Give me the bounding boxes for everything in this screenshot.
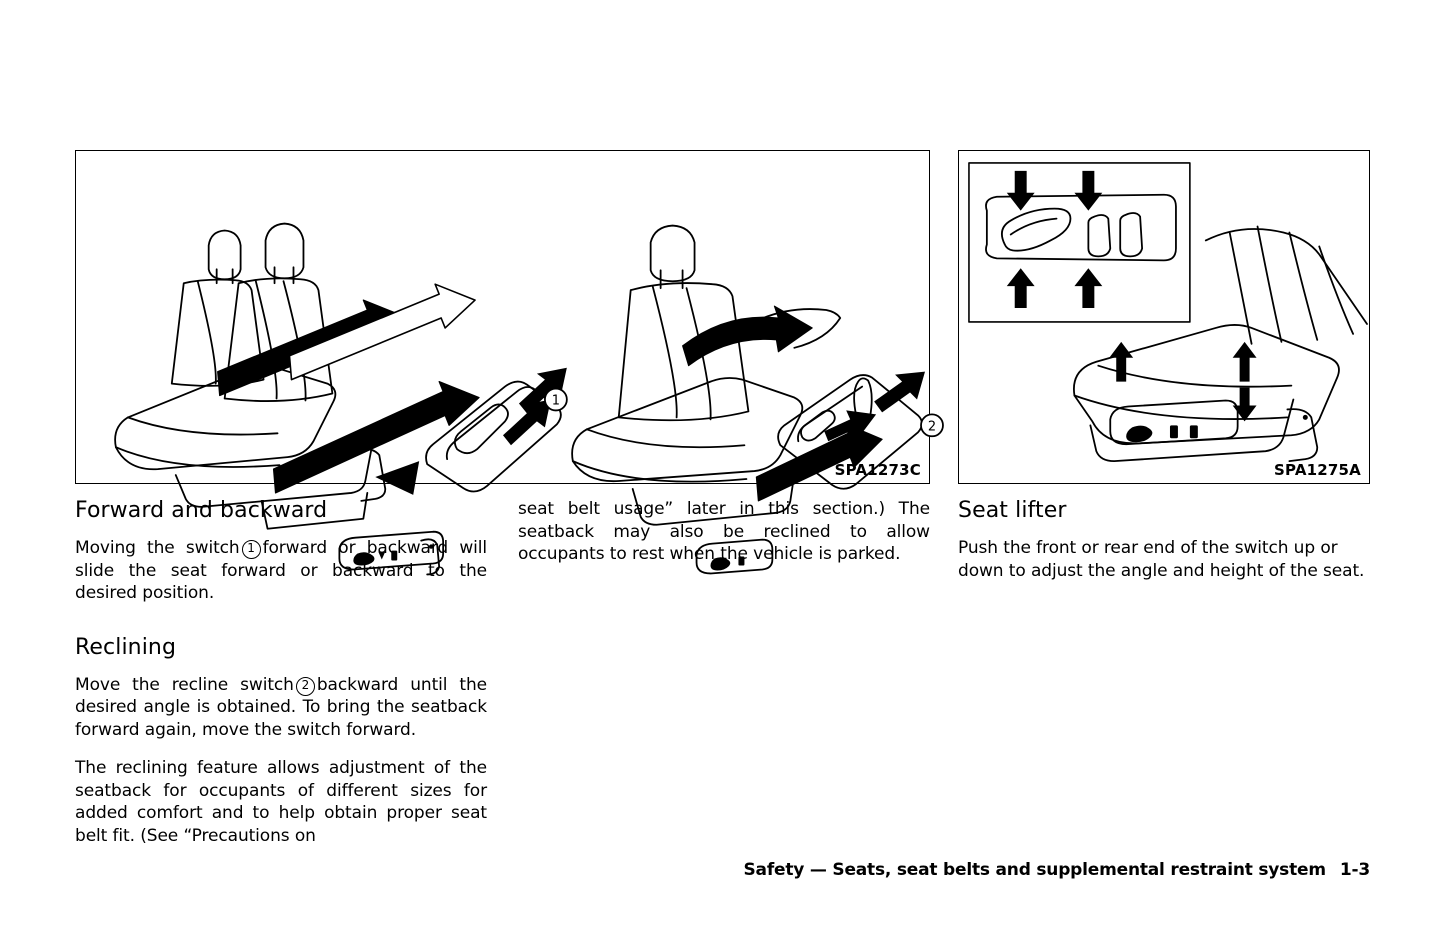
figure-right-code: SPA1275A bbox=[1274, 461, 1361, 479]
heading-seat-lifter: Seat lifter bbox=[958, 498, 1067, 523]
paragraph-reclining bbox=[75, 674, 487, 742]
paragraph-seat-lifter: Push the front or rear end of the switch up or down to adjust the angle and height of the seat. bbox=[958, 538, 1365, 581]
inline-callout-1: 1 bbox=[242, 540, 261, 559]
figure-left-illustration bbox=[76, 151, 937, 483]
figure-callout-2: 2 bbox=[927, 419, 937, 435]
paragraph-reclining-feature: The reclining feature allows adjustment of the seatback for occupants of different sizes for added comfort and to help obtain proper seat belt fit. (See “Precautions on bbox=[75, 758, 487, 846]
heading-reclining: Reclining bbox=[75, 634, 177, 660]
paragraph-reclining-part-a: Move the recline switch bbox=[75, 674, 294, 695]
figure-right-illustration bbox=[959, 151, 1369, 483]
paragraph-forward-backward bbox=[75, 537, 487, 605]
text-column-3 bbox=[958, 498, 1370, 582]
paragraph-seatbelt-continuation: seat belt usage” later in this section.) The seatback may also be reclined to allow occupants to rest when the vehicle is parked. bbox=[518, 499, 930, 564]
figure-callout-1: 1 bbox=[551, 393, 560, 409]
footer-section-title: Safety — Seats, seat belts and supplemental restraint system bbox=[743, 860, 1326, 880]
paragraph-forward-backward-part-a: Moving the switch bbox=[75, 538, 240, 558]
text-column-1 bbox=[75, 498, 487, 847]
paragraph-forward-backward-part-b: forward or backward will slide the seat forward or backward to the desired position. bbox=[75, 538, 488, 603]
figure-left-code: SPA1273C bbox=[834, 461, 921, 479]
figure-seat-lifter bbox=[958, 150, 1370, 484]
heading-forward-and-backward: Forward and backward bbox=[75, 498, 328, 523]
text-column-2 bbox=[518, 498, 930, 566]
paragraph-reclining-part-b: backward until the desired angle is obtained. To bring the seatback forward again, move the switch forward. bbox=[75, 674, 487, 740]
footer-page-number: 1-3 bbox=[1339, 860, 1370, 880]
page-footer bbox=[744, 860, 1370, 880]
figure-seat-adjust-switches bbox=[75, 150, 937, 484]
inline-callout-2: 2 bbox=[296, 677, 315, 696]
